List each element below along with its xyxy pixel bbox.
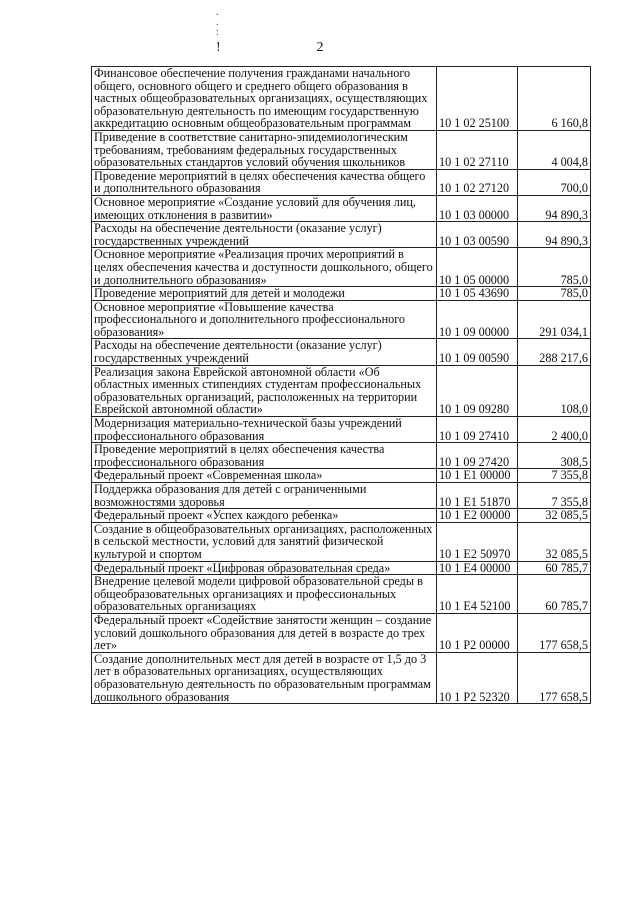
page-number: 2: [316, 40, 324, 55]
budget-code: 10 1 09 27410: [437, 417, 518, 443]
budget-code: 10 1 09 27420: [437, 443, 518, 469]
table-row: [92, 483, 591, 509]
scan-artifact-mark: !: [216, 40, 221, 55]
amount: 108,0: [518, 365, 591, 416]
budget-code: 10 1 05 43690: [437, 287, 518, 301]
amount: 177 658,5: [518, 613, 591, 652]
table-row: [92, 469, 591, 483]
budget-code: 10 1 P2 00000: [437, 613, 518, 652]
amount: 94 890,3: [518, 195, 591, 221]
budget-code: 10 1 05 00000: [437, 248, 518, 287]
expense-name: Федеральный проект «Успех каждого ребенка»: [92, 509, 437, 523]
table-row: [92, 300, 591, 339]
expense-name: Создание в общеобразовательных организациях, расположенных в сельской местности, условий для занятий физической культурой и спортом: [92, 522, 437, 561]
budget-code: 10 1 02 27110: [437, 130, 518, 169]
expense-name: Федеральный проект «Содействие занятости женщин – создание условий дошкольного образования для детей в возрасте до трех лет»: [92, 613, 437, 652]
table-row: [92, 522, 591, 561]
table-row: [92, 339, 591, 365]
expense-name: Создание дополнительных мест для детей в возрасте от 1,5 до 3 лет в образовательных организациях, осуществляющих образовательную деятельность по образовательным программам дошкольного образования: [92, 652, 437, 703]
expense-name: Поддержка образования для детей с ограниченными возможностями здоровья: [92, 483, 437, 509]
amount: 785,0: [518, 248, 591, 287]
budget-code: 10 1 03 00590: [437, 222, 518, 248]
expense-name: Основное мероприятие «Повышение качества профессионального и дополнительного профессионального образования»: [92, 300, 437, 339]
amount: 6 160,8: [518, 67, 591, 131]
amount: 785,0: [518, 287, 591, 301]
budget-code: 10 1 E2 00000: [437, 509, 518, 523]
table-row: [92, 130, 591, 169]
budget-code: 10 1 09 09280: [437, 365, 518, 416]
amount: 32 085,5: [518, 522, 591, 561]
budget-code: 10 1 E1 51870: [437, 483, 518, 509]
amount: 7 355,8: [518, 483, 591, 509]
expense-name: Основное мероприятие «Создание условий для обучения лиц, имеющих отклонения в развитии»: [92, 195, 437, 221]
table-row: [92, 509, 591, 523]
amount: 7 355,8: [518, 469, 591, 483]
budget-code: 10 1 E1 00000: [437, 469, 518, 483]
table-row: [92, 613, 591, 652]
expense-name: Проведение мероприятий в целях обеспечения качества общего и дополнительного образования: [92, 169, 437, 195]
amount: 60 785,7: [518, 575, 591, 614]
table-row: [92, 417, 591, 443]
expense-name: Внедрение целевой модели цифровой образовательной среды в общеобразовательных организациях и профессиональных образовательных организациях: [92, 575, 437, 614]
budget-code: 10 1 E4 52100: [437, 575, 518, 614]
expense-name: Расходы на обеспечение деятельности (оказание услуг) государственных учреждений: [92, 222, 437, 248]
budget-code: 10 1 09 00000: [437, 300, 518, 339]
budget-code: 10 1 02 25100: [437, 67, 518, 131]
table-row: [92, 222, 591, 248]
budget-table: [91, 66, 591, 704]
table-row: [92, 365, 591, 416]
expense-name: Федеральный проект «Цифровая образовательная среда»: [92, 561, 437, 575]
table-row: [92, 561, 591, 575]
table-row: [92, 443, 591, 469]
scan-artifact: . . :: [216, 7, 219, 38]
budget-code: 10 1 P2 52320: [437, 652, 518, 703]
expense-name: Проведение мероприятий в целях обеспечения качества профессионального образования: [92, 443, 437, 469]
amount: 288 217,6: [518, 339, 591, 365]
expense-name: Расходы на обеспечение деятельности (оказание услуг) государственных учреждений: [92, 339, 437, 365]
table-row: [92, 67, 591, 131]
table-row: [92, 248, 591, 287]
budget-code: 10 1 02 27120: [437, 169, 518, 195]
expense-name: Приведение в соответствие санитарно-эпидемиологическим требованиям, требованиям федеральных государственных образовательных стандартов условий обучения школьников: [92, 130, 437, 169]
expense-name: Модернизация материально-технической базы учреждений профессионального образования: [92, 417, 437, 443]
budget-code: 10 1 09 00590: [437, 339, 518, 365]
expense-name: Федеральный проект «Современная школа»: [92, 469, 437, 483]
amount: 94 890,3: [518, 222, 591, 248]
amount: 32 085,5: [518, 509, 591, 523]
expense-name: Финансовое обеспечение получения гражданами начального общего, основного общего и среднего общего образования в частных общеобразовательных организациях, осуществляющих образовательную деятельность по имеющим государственную аккредитацию основным общеобразовательным программам: [92, 67, 437, 131]
amount: 177 658,5: [518, 652, 591, 703]
budget-code: 10 1 E2 50970: [437, 522, 518, 561]
amount: 308,5: [518, 443, 591, 469]
table-row: [92, 287, 591, 301]
amount: 60 785,7: [518, 561, 591, 575]
expense-name: Реализация закона Еврейской автономной области «Об областных именных стипендиях студентам профессиональных образовательных организаций, расположенных на территории Еврейской автономной области»: [92, 365, 437, 416]
table-row: [92, 575, 591, 614]
table-row: [92, 652, 591, 703]
budget-code: 10 1 E4 00000: [437, 561, 518, 575]
expense-name: Проведение мероприятий для детей и молодежи: [92, 287, 437, 301]
expense-name: Основное мероприятие «Реализация прочих мероприятий в целях обеспечения качества и доступности дошкольного, общего и дополнительного образования»: [92, 248, 437, 287]
table-row: [92, 169, 591, 195]
amount: 2 400,0: [518, 417, 591, 443]
budget-code: 10 1 03 00000: [437, 195, 518, 221]
amount: 291 034,1: [518, 300, 591, 339]
amount: 4 004,8: [518, 130, 591, 169]
amount: 700,0: [518, 169, 591, 195]
table-row: [92, 195, 591, 221]
